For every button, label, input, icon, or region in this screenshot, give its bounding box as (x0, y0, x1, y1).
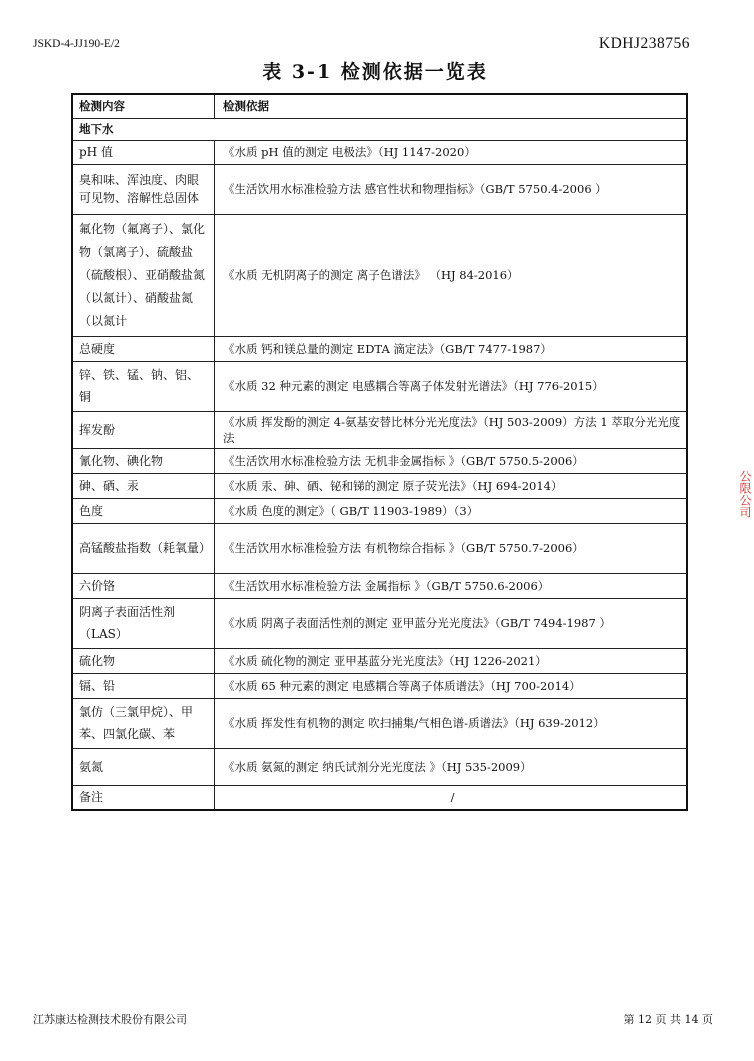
company-seal-fragment (735, 440, 750, 590)
table-row (72, 473, 687, 498)
row-item: 六价铬 (72, 573, 215, 598)
section-label: 地下水 (72, 118, 687, 140)
table-row (72, 523, 687, 573)
row-item: 臭和味、浑浊度、肉眼可见物、溶解性总固体 (72, 164, 215, 214)
table-row (72, 214, 687, 336)
row-basis: 《水质 挥发酚的测定 4-氨基安替比林分光光度法》（HJ 503-2009）方法 1 萃取分光光度法 (215, 411, 688, 448)
row-basis: 《水质 65 种元素的测定 电感耦合等离子体质谱法》（HJ 700-2014） (215, 673, 688, 698)
row-basis: 《生活饮用水标准检验方法 无机非金属指标 》（GB/T 5750.5-2006） (215, 448, 688, 473)
row-basis: 《水质 氨氮的测定 纳氏试剂分光光度法 》（HJ 535-2009） (215, 748, 688, 785)
table-row (72, 673, 687, 698)
table-row (72, 598, 687, 648)
doc-code: JSKD-4-JJ190-E/2 (33, 38, 120, 50)
table-row (72, 361, 687, 411)
seal-text: 公限公司 (738, 470, 752, 518)
row-item: 硫化物 (72, 648, 215, 673)
footer-company: 江苏康达检测技术股份有限公司 (33, 1013, 187, 1026)
row-item: 色度 (72, 498, 215, 523)
table-header-row (72, 94, 687, 118)
report-number: KDHJ238756 (598, 35, 690, 52)
table-row (72, 648, 687, 673)
inspection-basis-table (71, 93, 688, 811)
row-item: 砷、硒、汞 (72, 473, 215, 498)
table-row (72, 164, 687, 214)
row-item: 镉、铅 (72, 673, 215, 698)
row-basis: 《水质 挥发性有机物的测定 吹扫捕集/气相色谱-质谱法》（HJ 639-2012） (215, 698, 688, 748)
section-row (72, 118, 687, 140)
page-title: 表 3-1 检测依据一览表 (262, 61, 488, 83)
row-item: 高锰酸盐指数（耗氧量） (72, 523, 215, 573)
row-basis: 《生活饮用水标准检验方法 感官性状和物理指标》（GB/T 5750.4-2006 ） (215, 164, 688, 214)
remark-value: / (215, 785, 688, 810)
table-row (72, 698, 687, 748)
row-item: pH 值 (72, 140, 215, 164)
col-header-basis: 检测依据 (215, 94, 688, 118)
row-item: 氰化物、碘化物 (72, 448, 215, 473)
table-row (72, 448, 687, 473)
row-basis: 《生活饮用水标准检验方法 有机物综合指标 》（GB/T 5750.7-2006） (215, 523, 688, 573)
table-row (72, 140, 687, 164)
row-item: 阴离子表面活性剂（LAS） (72, 598, 215, 648)
table-row (72, 336, 687, 361)
row-basis: 《水质 无机阴离子的测定 离子色谱法》 （HJ 84-2016） (215, 214, 688, 336)
table-row (72, 498, 687, 523)
table-row (72, 748, 687, 785)
table-row (72, 573, 687, 598)
table-row (72, 411, 687, 448)
row-basis: 《水质 钙和镁总量的测定 EDTA 滴定法》（GB/T 7477-1987） (215, 336, 688, 361)
row-item: 氟化物（氟离子）、氯化物（氯离子）、硫酸盐（硫酸根）、亚硝酸盐氮（以氮计）、硝酸盐氮（以氮计 (72, 214, 215, 336)
row-item: 氯仿（三氯甲烷）、甲苯、四氯化碳、苯 (72, 698, 215, 748)
row-basis: 《水质 pH 值的测定 电极法》（HJ 1147-2020） (215, 140, 688, 164)
row-basis: 《水质 阴离子表面活性剂的测定 亚甲蓝分光光度法》（GB/T 7494-1987 ） (215, 598, 688, 648)
row-basis: 《水质 32 种元素的测定 电感耦合等离子体发射光谱法》（HJ 776-2015） (215, 361, 688, 411)
row-basis: 《水质 色度的测定》（ GB/T 11903-1989）（3） (215, 498, 688, 523)
row-item: 挥发酚 (72, 411, 215, 448)
remark-row (72, 785, 687, 810)
row-basis: 《水质 硫化物的测定 亚甲基蓝分光光度法》（HJ 1226-2021） (215, 648, 688, 673)
col-header-content: 检测内容 (72, 94, 215, 118)
row-item: 氨氮 (72, 748, 215, 785)
footer-page-number: 第 12 页 共 14 页 (623, 1013, 713, 1026)
row-basis: 《生活饮用水标准检验方法 金属指标 》（GB/T 5750.6-2006） (215, 573, 688, 598)
row-basis: 《水质 汞、砷、硒、铋和锑的测定 原子荧光法》（HJ 694-2014） (215, 473, 688, 498)
row-item: 锌、铁、锰、钠、铝、铜 (72, 361, 215, 411)
remark-label: 备注 (72, 785, 215, 810)
row-item: 总硬度 (72, 336, 215, 361)
